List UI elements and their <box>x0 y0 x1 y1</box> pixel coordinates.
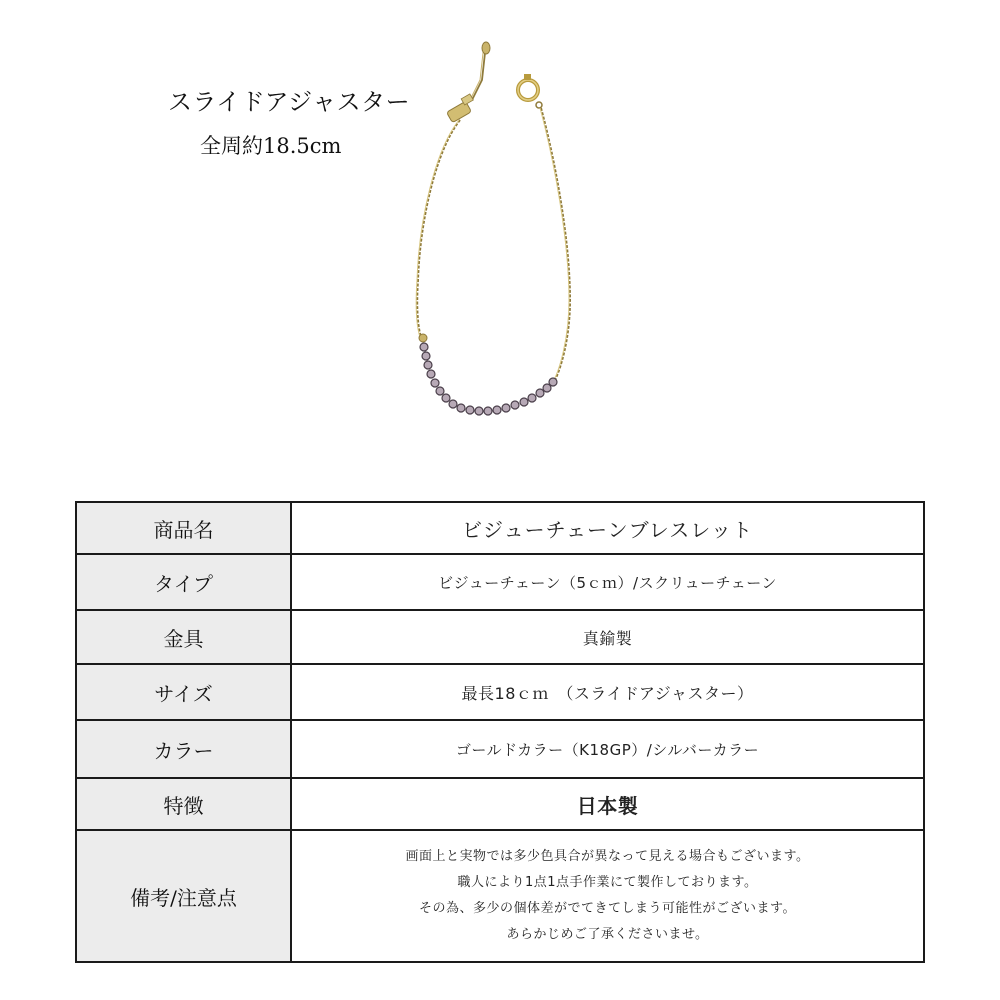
spec-value: ゴールドカラー（K18GP）/シルバーカラー <box>291 720 924 778</box>
note-line: あらかじめご了承くださいませ。 <box>506 927 709 942</box>
spec-label: タイプ <box>76 554 291 610</box>
spec-row-color <box>76 720 924 778</box>
spec-row-fittings <box>76 610 924 664</box>
notes-value <box>291 830 924 962</box>
spec-value: ビジューチェーンブレスレット <box>291 502 924 554</box>
bijou-stone-chain <box>420 343 557 415</box>
spec-label: 金具 <box>76 610 291 664</box>
spec-label: カラー <box>76 720 291 778</box>
spec-label: 備考/注意点 <box>76 830 291 962</box>
gold-bead <box>419 334 427 342</box>
spec-table <box>75 501 925 963</box>
spec-row-product-name <box>76 502 924 554</box>
circumference-caption: 全周約18.5cm <box>200 134 342 158</box>
spec-value: ビジューチェーン（5ｃｍ）/スクリューチェーン <box>291 554 924 610</box>
spec-row-type <box>76 554 924 610</box>
note-line: 職人により1点1点手作業にて製作しております。 <box>457 875 758 890</box>
adjuster-end-bead <box>482 42 490 54</box>
bracelet-icon <box>400 40 600 440</box>
spec-row-notes <box>76 830 924 962</box>
note-line: 画面上と実物では多少色具合が異なって見える場合もございます。 <box>405 849 810 864</box>
note-line: その為、多少の個体差がでてきてしまう可能性がございます。 <box>419 901 796 916</box>
spec-value: 日本製 <box>291 778 924 830</box>
spec-label: 特徴 <box>76 778 291 830</box>
spec-label: サイズ <box>76 664 291 720</box>
product-photo <box>400 40 600 440</box>
spec-value: 最長18ｃｍ （スライドアジャスター） <box>291 664 924 720</box>
spec-label: 商品名 <box>76 502 291 554</box>
left-chain <box>417 120 460 340</box>
adjuster-caption: スライドアジャスター <box>168 88 411 116</box>
spec-row-size <box>76 664 924 720</box>
spec-value: 真鍮製 <box>291 610 924 664</box>
adjuster-slide <box>446 101 471 122</box>
spec-row-feature <box>76 778 924 830</box>
